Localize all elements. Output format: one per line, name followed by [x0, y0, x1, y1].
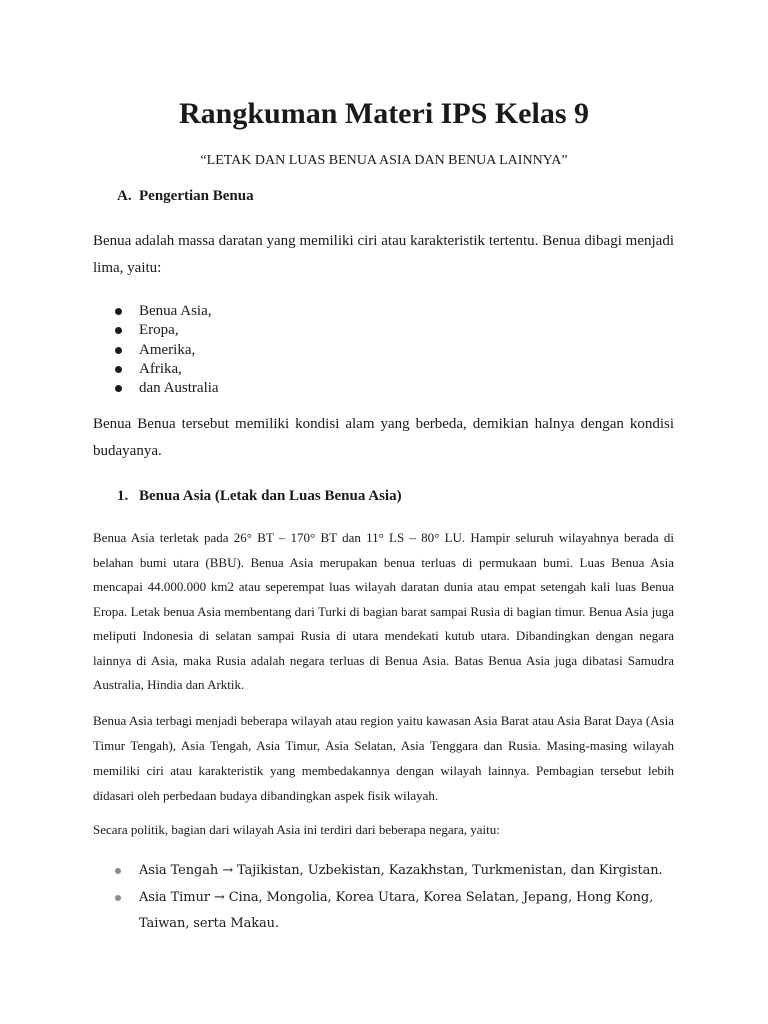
list-item — [115, 302, 219, 321]
list-item — [115, 360, 219, 379]
bullet-icon — [115, 327, 122, 334]
bullet-icon — [115, 868, 121, 874]
paragraph-definition: Benua adalah massa daratan yang memiliki ciri atau karakteristik tertentu. Benua dibagi menjadi lima, yaitu: — [93, 233, 674, 276]
list-item-text: Asia Timur → Cina, Mongolia, Korea Utara, Korea Selatan, Jepang, Hong Kong, Taiwan, serta Makau. — [139, 889, 654, 931]
section-1-number: 1. — [117, 488, 129, 504]
paragraph-conditions: Benua Benua tersebut memiliki kondisi alam yang berbeda, demikian halnya dengan kondisi budayanya. — [93, 416, 674, 459]
bullet-icon — [115, 308, 122, 315]
list-item-text: dan Australia — [139, 380, 219, 397]
list-item-text: Asia Tengah → Tajikistan, Uzbekistan, Kazakhstan, Turkmenistan, dan Kirgistan. — [139, 863, 663, 878]
list-item — [115, 885, 675, 938]
section-a-number: A. — [117, 188, 132, 204]
continent-list — [115, 302, 219, 398]
list-item-text: Amerika, — [139, 341, 196, 358]
list-item — [115, 379, 219, 398]
document-subtitle: “LETAK DAN LUAS BENUA ASIA DAN BENUA LAINNYA” — [200, 153, 568, 168]
list-item-text: Afrika, — [139, 360, 182, 377]
section-a-heading — [117, 186, 254, 206]
list-item — [115, 858, 675, 885]
section-1-heading — [117, 486, 402, 506]
paragraph-asia-regions: Benua Asia terbagi menjadi beberapa wilayah atau region yaitu kawasan Asia Barat atau Asia Barat Daya (Asia Timur Tengah), Asia Tengah, Asia Timur, Asia Selatan, Asia Tenggara dan Rusia. Masing-masing wilayah memiliki ciri atau karakteristik yang membedakannya dengan wilayah lainnya. Pembagian tersebut lebih didasari oleh perbedaan budaya dibandingkan aspek fisik wilayah. — [93, 713, 674, 803]
bullet-icon — [115, 385, 122, 392]
document-title: Rangkuman Materi IPS Kelas 9 — [178, 97, 589, 130]
list-item — [115, 341, 219, 360]
list-item — [115, 321, 219, 340]
section-1-title: Benua Asia (Letak dan Luas Benua Asia) — [139, 488, 402, 504]
list-item-text: Eropa, — [139, 322, 179, 339]
list-item-text: Benua Asia, — [139, 303, 212, 319]
paragraph-asia-location: Benua Asia terletak pada 26° BT – 170° BT dan 11° LS – 80° LU. Hampir seluruh wilayahnya berada di belahan bumi utara (BBU). Benua Asia merupakan benua terluas di permukaan bumi. Luas Benua Asia mencapai 44.000.000 km2 atau seperempat luas wilayah daratan dunia atau empat setengah kali luas Benua Eropa. Letak benua Asia membentang dari Turki di bagian barat sampai Rusia di bagian timur. Benua Asia juga meliputi Indonesia di selatan sampai Rusia di utara mendekati kutub utara. Dibandingkan dengan negara lainnya di Asia, maka Rusia adalah negara terluas di Benua Asia. Batas Benua Asia juga dibatasi Samudra Australia, Hindia dan Arktik. — [93, 530, 674, 692]
section-a-title: Pengertian Benua — [139, 188, 254, 204]
bullet-icon — [115, 895, 121, 901]
bullet-icon — [115, 347, 122, 354]
paragraph-politics: Secara politik, bagian dari wilayah Asia ini terdiri dari beberapa negara, yaitu: — [93, 822, 500, 837]
bullet-icon — [115, 366, 122, 373]
region-list — [115, 858, 675, 938]
